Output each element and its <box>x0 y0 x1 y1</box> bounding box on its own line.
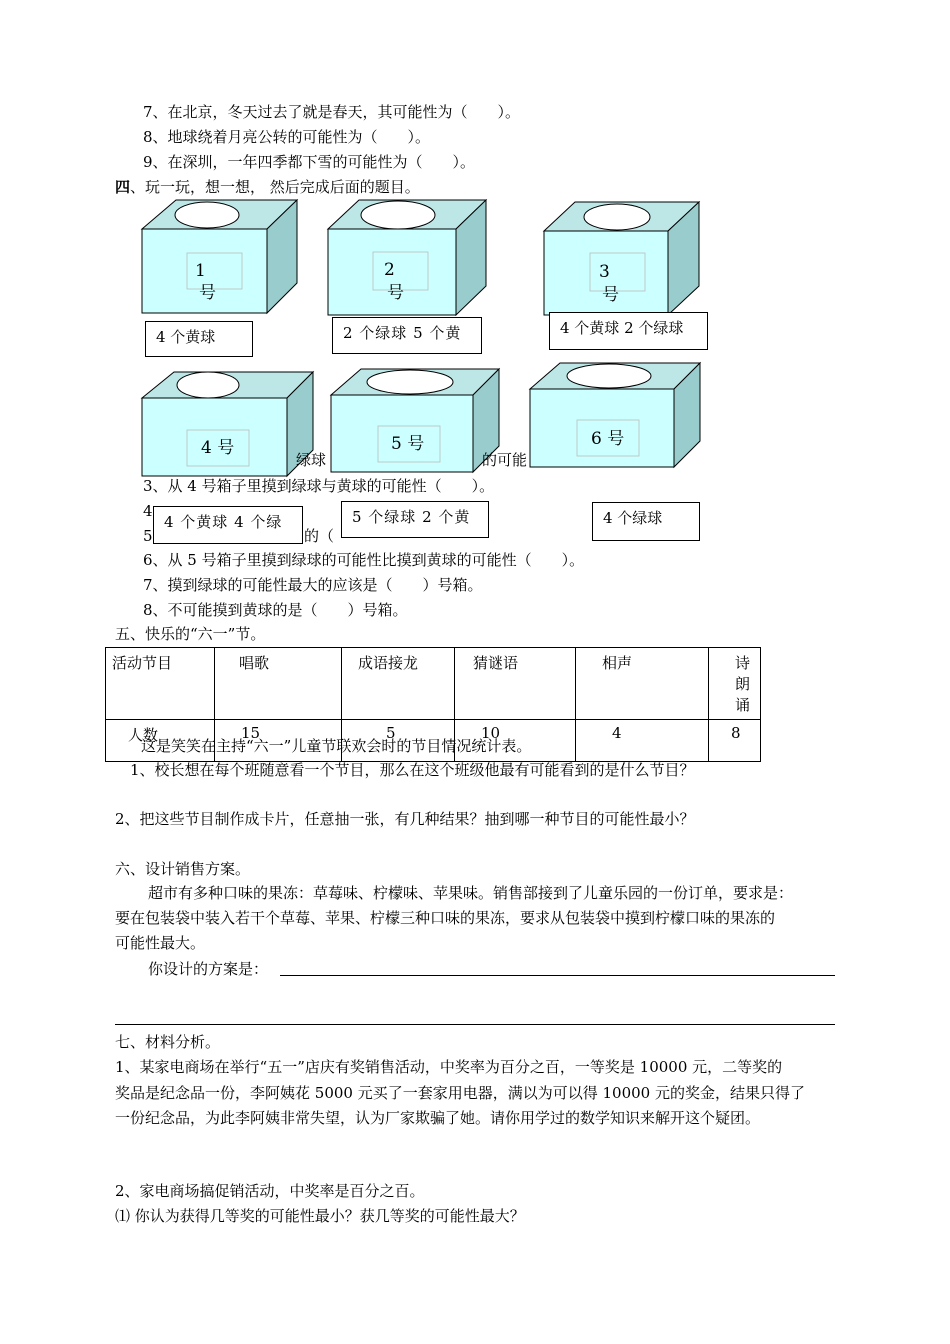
box-4-contents-label: 4 个黄球 4 个绿 <box>153 506 303 544</box>
box-6 <box>530 363 700 467</box>
section-7-heading: 七、材料分析。 <box>115 1033 221 1051</box>
table-cell: 10 <box>455 720 576 762</box>
section-7-paragraph-line1: 1、某家电商场在举行“五一”店庆有奖销售活动，中奖率为百分之百，一等奖是 10000 元，二等奖的 <box>115 1058 783 1076</box>
section-4-title: 、玩一玩，想一想， 然后完成后面的题目。 <box>130 178 420 196</box>
answer-label: 你设计的方案是： <box>148 960 269 978</box>
section-6-paragraph-line2: 要在包装袋中装入若干个草莓、苹果、柠檬三种口味的果冻，要求从包装袋中摸到柠檬口味的果冻的 <box>115 909 776 927</box>
box-5-contents-label: 5 个绿球 2 个黄 <box>341 501 489 538</box>
section-5-question-2: 2、把这些节目制作成卡片，任意抽一张，有几种结果？抽到哪一种节目的可能性最小？ <box>115 810 695 828</box>
box-3 <box>544 202 699 315</box>
box-2 <box>328 200 486 315</box>
box-6-number: 6 号 <box>591 429 625 449</box>
box-1-contents-label: 4 个黄球 <box>145 321 253 357</box>
question-7: 7、在北京，冬天过去了就是春天，其可能性为（ ）。 <box>143 103 521 121</box>
box-1 <box>142 200 297 313</box>
question-9: 9、在深圳，一年四季都下雪的可能性为（ ）。 <box>143 153 476 171</box>
table-header-cell: 活动节目 <box>106 648 215 720</box>
table-caption: 这是笑笑在主持“六一”儿童节联欢会时的节目情况统计表。 <box>141 737 532 755</box>
box-1-number-line2: 号 <box>199 283 216 303</box>
box-2-contents-label: 2 个绿球 5 个黄 <box>332 317 482 354</box>
partial-question-2-text: 绿球 <box>296 451 327 469</box>
question-4-8: 8、不可能摸到黄球的是（ ）号箱。 <box>143 601 408 619</box>
section-7-question-2: 2、家电商场搞促销活动，中奖率是百分之百。 <box>115 1182 425 1200</box>
table-cell: 人数 <box>106 720 215 762</box>
box-5-number: 5 号 <box>391 434 425 454</box>
question-4-7: 7、摸到绿球的可能性最大的应该是（ ）号箱。 <box>143 576 483 594</box>
table-header-cell: 成语接龙 <box>342 648 455 720</box>
box-4-number: 4 号 <box>201 438 235 458</box>
box-6-contents-label: 4 个绿球 <box>592 502 700 541</box>
section-5-question-1: 1、校长想在每个班随意看一个节目，那么在这个班级他最有可能看到的是什么节目？ <box>130 761 695 779</box>
box-2-number-line2: 号 <box>387 283 404 303</box>
partial-question-4-5: 5 <box>143 527 153 545</box>
table-cell: 15 <box>215 720 342 762</box>
box-2-number-line1: 2 <box>384 260 395 280</box>
partial-question-4-4: 4 <box>143 502 153 520</box>
box-1-number-line1: 1 <box>195 261 206 281</box>
section-6-heading: 六、设计销售方案。 <box>115 860 251 878</box>
partial-question-2-tail: 的可能 <box>482 451 528 469</box>
section-6-paragraph-line3: 可能性最大。 <box>115 934 206 952</box>
table-cell: 5 <box>342 720 455 762</box>
table-header-row <box>106 648 761 720</box>
box-3-number-line1: 3 <box>599 262 610 282</box>
question-4-6: 6、从 5 号箱子里摸到绿球的可能性比摸到黄球的可能性（ ）。 <box>143 551 585 569</box>
table-header-cell: 相声 <box>576 648 709 720</box>
table-cell: 4 <box>576 720 709 762</box>
answer-line-2[interactable] <box>115 1024 835 1025</box>
table-header-cell: 猜谜语 <box>455 648 576 720</box>
table-header-cell: 诗朗诵 <box>709 648 761 720</box>
section-6-paragraph-line1: 超市有多种口味的果冻：草莓味、柠檬味、苹果味。销售部接到了儿童乐园的一份订单，要求是： <box>148 884 794 902</box>
answer-line-1[interactable] <box>280 975 835 976</box>
section-7-paragraph-line2: 奖品是纪念品一份，李阿姨花 5000 元买了一套家用电器，满以为可以得 10000 元的奖金，结果只得了 <box>115 1084 805 1102</box>
question-4-3: 3、从 4 号箱子里摸到绿球与黄球的可能性（ ）。 <box>143 477 495 495</box>
box-5 <box>331 369 499 472</box>
boxes-illustration <box>0 0 950 560</box>
box-3-contents-label: 4 个黄球 2 个绿球 <box>549 312 708 350</box>
question-8: 8、地球绕着月亮公转的可能性为（ ）。 <box>143 128 431 146</box>
box-3-number-line2: 号 <box>602 285 619 305</box>
box-4 <box>142 372 313 476</box>
partial-question-4-5-tail: 的（ <box>304 527 335 545</box>
section-7-question-2-1: ⑴ 你认为获得几等奖的可能性最小？获几等奖的可能性最大？ <box>115 1207 525 1225</box>
table-cell: 8 <box>709 720 761 762</box>
section-4-number: 四 <box>115 178 131 196</box>
table-header-cell: 唱歌 <box>215 648 342 720</box>
section-7-paragraph-line3: 一份纪念品，为此李阿姨非常失望，认为厂家欺骗了她。请你用学过的数学知识来解开这个疑团。 <box>115 1109 761 1127</box>
section-5-heading: 五、快乐的“六一”节。 <box>115 625 266 643</box>
